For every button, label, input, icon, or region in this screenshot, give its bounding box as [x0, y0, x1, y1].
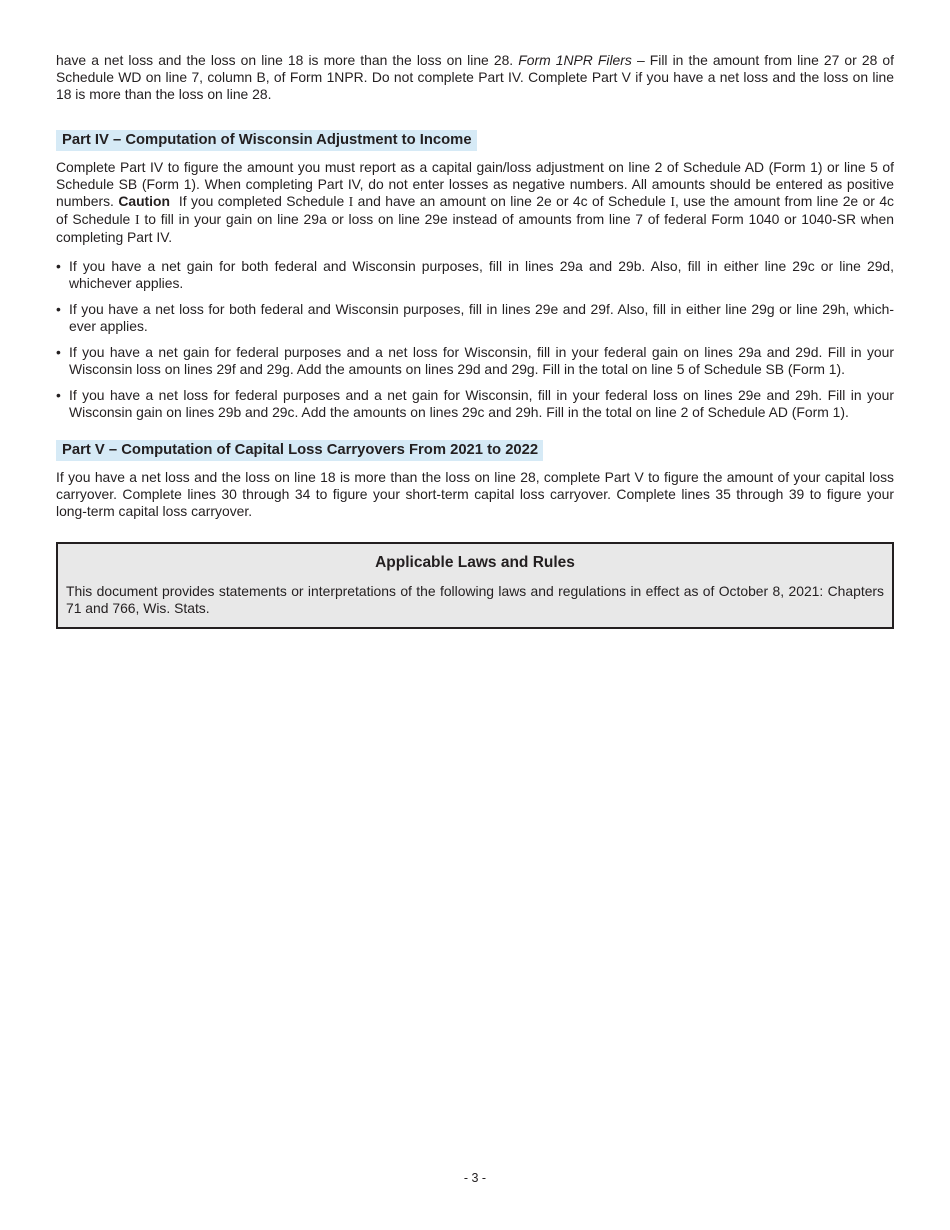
- part-iv-section: [56, 130, 894, 421]
- schedule-i-ref: I: [135, 213, 140, 228]
- part-iv-text-2: If you completed Schedule: [170, 193, 349, 209]
- part-v-paragraph: If you have a net loss and the loss on line 18 is more than the loss on line 28, complete Part V to figure the amount of your capital loss carryover. Complete lines 30 through 34 to figure your short-term capital loss carryover. Complete lines 35 through 39 to figure your long-term capital loss carryover.: [56, 469, 894, 519]
- list-item: • If you have a net gain for both federal and Wisconsin purposes, fill in lines 29a and 29b. Also, fill in either line 29c or line 29d, whichever applies.: [56, 258, 894, 292]
- applicable-laws-box: [56, 542, 894, 629]
- list-item: • If you have a net loss for both federal and Wisconsin purposes, fill in lines 29e and 29f. Also, fill in either line 29g or line 29h, which-ever applies.: [56, 301, 894, 335]
- applicable-laws-text: This document provides statements or interpretations of the following laws and regulations in effect as of October 8, 2021: Chapters 71 and 766, Wis. Stats.: [66, 583, 884, 616]
- part-iv-text-4: , use the amount from line 2e or 4c of Schedule: [56, 193, 895, 227]
- part-v-section: [56, 440, 894, 520]
- intro-text-1: have a net loss and the loss on line 18 is more than the loss on line 28.: [56, 52, 519, 68]
- section-spacer: [56, 430, 894, 440]
- part-iv-text-3: and have an amount on line 2e or 4c of Schedule: [353, 193, 671, 209]
- part-iv-text-5: to fill in your gain on line 29a or loss on line 29e instead of amounts from line 7 of federal Form 1040 or 1040-SR when completing Part IV.: [56, 211, 895, 245]
- part-iv-text-1: Complete Part IV to figure the amount you must report as a capital gain/loss adjustment on line 2 of Schedule AD (Form 1) or line 5 of Schedule SB (Form 1). When completing Part IV, do not enter losses as negative numbers. All amounts should be entered as positive numbers.: [56, 159, 894, 209]
- intro-text-2: – Fill in the amount from line 27 or 28 of Schedule WD on line 7, column B, of Form 1NPR. Do not complete Part IV. Complete Part V if you have a net loss and the loss on line 18 is more than the loss on line 28.: [56, 52, 894, 102]
- page-number: - 3 -: [463, 1171, 487, 1185]
- intro-paragraph: [56, 52, 894, 103]
- list-item: • If you have a net loss for federal purposes and a net gain for Wisconsin, fill in your federal loss on lines 29e and 29h. Fill in your Wisconsin gain on lines 29b and 29c. Add the amounts on lines 29c and 29h. Fill in the total on line 2 of Schedule AD (Form 1).: [56, 387, 894, 421]
- part-iv-bullet-list: [56, 258, 894, 421]
- caution-label: Caution: [118, 193, 171, 209]
- schedule-i-ref: I: [348, 195, 354, 210]
- applicable-laws-title: Applicable Laws and Rules: [375, 554, 575, 571]
- document-page: [56, 52, 894, 629]
- form-1npr-filers-label: Form 1NPR Filers: [518, 52, 632, 68]
- part-iv-heading: Part IV – Computation of Wisconsin Adjustment to Income: [56, 130, 477, 151]
- part-v-heading: Part V – Computation of Capital Loss Carryovers From 2021 to 2022: [56, 440, 543, 461]
- list-item: • If you have a net gain for federal purposes and a net loss for Wisconsin, fill in your federal gain on lines 29a and 29d. Fill in your Wisconsin loss on lines 29f and 29g. Add the amounts on lines 29d and 29g. Fill in the total on line 5 of Schedule SB (Form 1).: [56, 344, 894, 378]
- part-iv-paragraph: [56, 159, 894, 246]
- schedule-i-ref: I: [670, 195, 675, 210]
